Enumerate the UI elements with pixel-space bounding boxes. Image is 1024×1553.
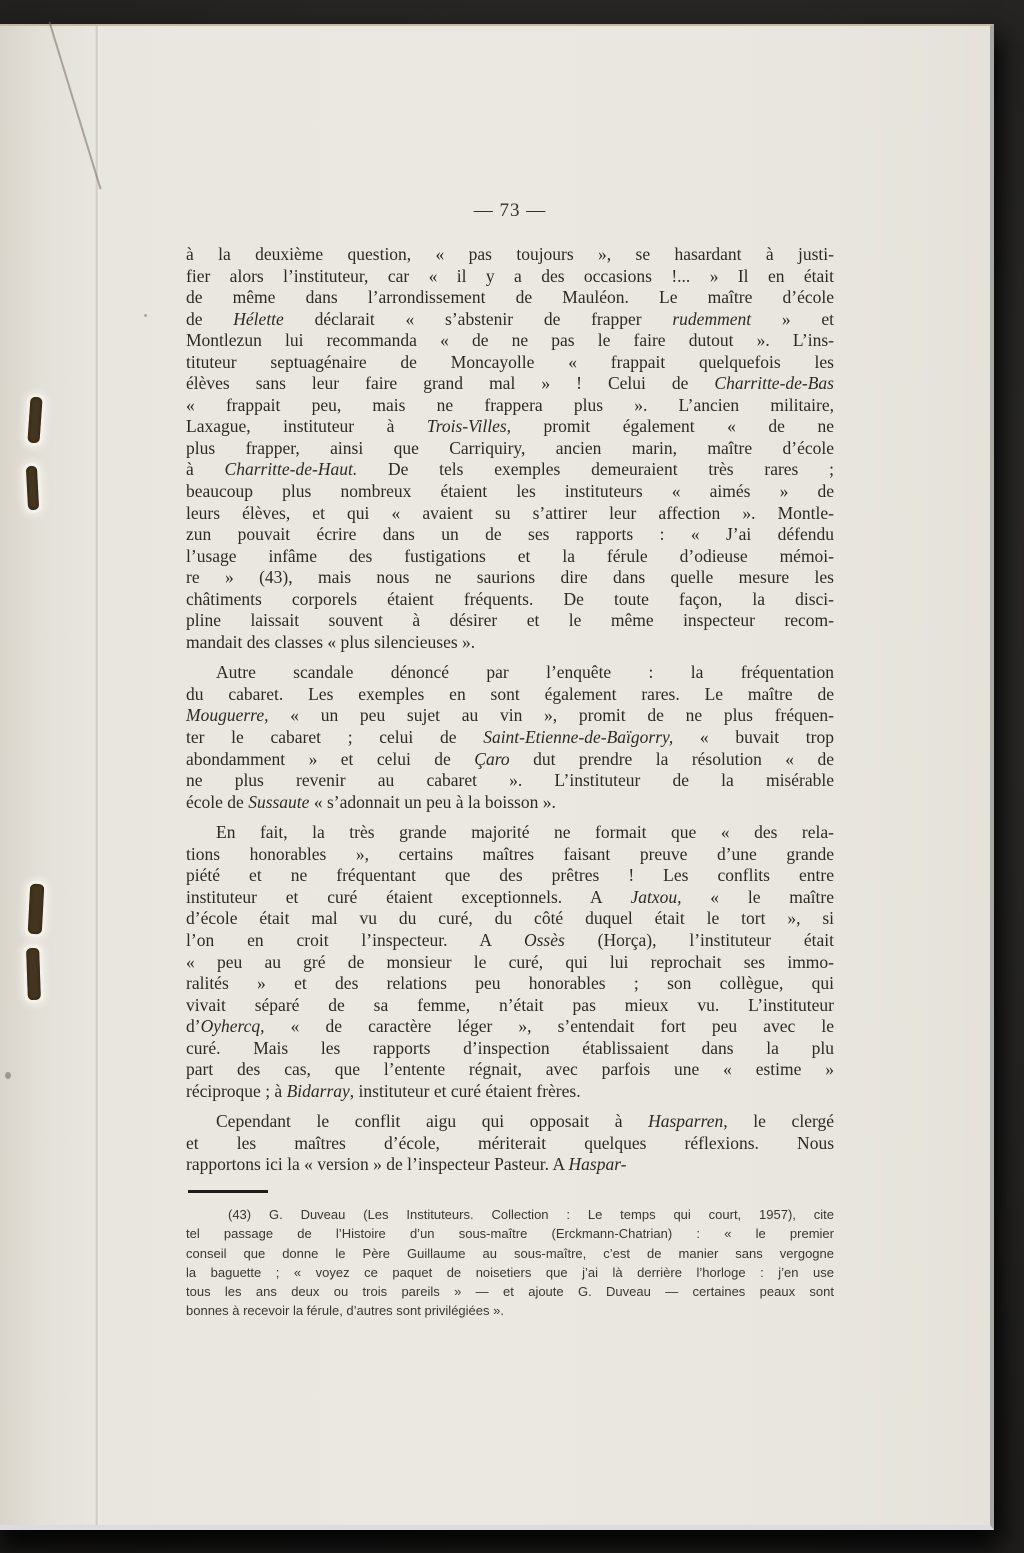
text-run: de [186,308,234,329]
text-run: (Horça), l’instituteur était [564,929,834,950]
italic-text-run: Saint-Etienne-de-Baïgorry, [483,727,674,748]
text-line [186,1081,834,1103]
italic-text-run: Hasparren, [648,1111,728,1132]
text-line [186,567,834,589]
text-line [186,1016,834,1038]
text-line [186,684,834,706]
text-line [186,438,834,460]
staple-mark [26,466,39,511]
text-line [186,1038,834,1060]
scratch-mark [48,22,101,190]
text-run: « frappait peu, mais ne frappera plus ». L’ancien militaire, [186,394,834,415]
text-run: » et [751,308,834,329]
text-run: mandait des classes « plus silencieuses ». [186,631,476,652]
footnote-divider [188,1190,268,1193]
footnote-text [186,1205,834,1321]
text-line [186,287,834,309]
text-run: tituteur septuagénaire de Moncayolle « frappait quelquefois les [186,351,834,372]
paper-speck [5,1072,11,1079]
italic-text-run: Hélette [233,308,284,329]
text-run: bonnes à recevoir la férule, d’autres sont privilégiées ». [186,1303,504,1319]
text-line [186,1244,834,1263]
text-line [186,589,834,611]
text-run: « de caractère léger », s’entendait fort peu avec le [264,1016,834,1037]
text-run: instituteur et curé étaient exceptionnels. A [186,886,631,907]
text-run: (43) G. Duveau (Les Instituteurs. Collection : Le temps qui court, 1957), cite [228,1206,834,1222]
text-line [186,844,834,866]
text-run: élèves sans leur faire grand mal » ! Celui de [186,373,715,394]
printed-content [186,200,834,1321]
paper-speck [144,314,147,317]
text-run: Autre scandale dénoncé par l’enquête : la fréquentation [216,662,834,683]
italic-text-run: Haspar- [568,1154,627,1175]
text-line [186,244,834,266]
text-line [186,352,834,374]
paragraph [186,1205,834,1321]
text-line [186,662,834,684]
text-run: et les maîtres d’école, mériterait quelques réflexions. Nous [186,1132,834,1153]
text-run: abondamment » et celui de [186,748,475,769]
text-line [186,792,834,814]
text-run: ter le cabaret ; celui de [186,727,484,748]
text-run: vivait séparé de sa femme, n’était pas mieux vu. L’instituteur [186,994,834,1015]
text-line [186,822,834,844]
italic-text-run: Charritte-de-Haut. [224,459,358,480]
paragraph [186,662,834,813]
paragraph [186,1111,834,1176]
text-run: ne plus revenir au cabaret ». L’instituteur de la misérable [186,770,834,791]
text-line [186,610,834,632]
text-line [186,865,834,887]
text-run: « s’adonnait un peu à la boisson ». [309,791,556,812]
text-line [186,416,834,438]
text-line [186,330,834,352]
text-run: promit également « de ne [511,416,834,437]
text-run: ralités » et des relations peu honorables ; son collègue, qui [186,973,834,994]
text-run: réciproque ; à [186,1080,287,1101]
book-page [0,24,994,1530]
italic-text-run: Çaro [474,748,510,769]
text-run: du cabaret. Les exemples en sont également rares. Le maître de [186,683,834,704]
paragraph [186,244,834,653]
text-line [186,995,834,1017]
text-run: re » (43), mais nous ne saurions dire dans quelle mesure les [186,567,834,588]
text-run: à la deuxième question, « pas toujours », se hasardant à justi- [186,244,834,264]
text-line [186,770,834,792]
text-run: plus frapper, ainsi que Carriquiry, ancien marin, maître d’école [186,437,834,458]
italic-text-run: Bidarray [286,1080,350,1101]
text-line [186,952,834,974]
text-line [186,705,834,727]
text-line [186,546,834,568]
text-run: zun pouvait écrire dans un de ses rapports : « J’ai défendu [186,524,834,545]
text-line [186,503,834,525]
text-run: d’école était mal vu du curé, du côté duquel était le tort », si [186,908,834,929]
staple-mark [27,397,42,444]
text-line [186,1111,834,1133]
text-line [186,1263,834,1282]
text-run: déclarait « s’abstenir de frapper [283,308,673,329]
italic-text-run: Ossès [523,929,565,950]
text-line [186,1205,834,1224]
text-run: Montlezun lui recommanda « de ne pas le faire dutout ». L’ins- [186,330,834,351]
text-line [186,887,834,909]
text-line [186,481,834,503]
text-run: piété et ne fréquentant que des prêtres ! Les conflits entre [186,865,834,886]
text-line [186,309,834,331]
text-line [186,727,834,749]
italic-text-run: Mouguerre, [186,705,269,726]
italic-text-run: Trois-Villes, [426,416,512,437]
text-line [186,395,834,417]
text-run: beaucoup plus nombreux étaient les instituteurs « aimés » de [186,481,834,502]
text-line [186,1224,834,1243]
staple-mark [26,948,41,1000]
text-line [186,1282,834,1301]
text-line [186,524,834,546]
text-line [186,459,834,481]
text-line [186,1301,834,1320]
italic-text-run: Sussaute [248,791,310,812]
italic-text-run: Charritte-de-Bas [714,373,834,394]
text-run: « buvait trop [673,727,834,748]
text-line [186,1154,834,1176]
text-line [186,908,834,930]
text-run: part des cas, que l’entente régnait, avec parfois une « estime » [186,1059,834,1080]
text-run: leurs élèves, et qui « avaient su s’attirer leur affection ». Montle- [186,502,834,523]
text-line [186,373,834,395]
text-line [186,1133,834,1155]
text-run: tel passage de l’Histoire d’un sous-maître (Erckmann-Chatrian) : « le premier [186,1226,834,1242]
text-run: l’usage infâme des fustigations et la férule d’odieuse mémoi- [186,545,834,566]
text-run: « le maître [681,886,834,907]
italic-text-run: rudemment [672,308,752,329]
text-run: pline laissait souvent à désirer et le même inspecteur recom- [186,610,834,631]
text-run: curé. Mais les rapports d’inspection établissaient dans la plu [186,1037,834,1058]
crease-line [95,26,100,1525]
text-run: « peu au gré de monsieur le curé, qui lui reprochait ses immo- [186,951,834,972]
text-line [186,1059,834,1081]
text-run: rapportons ici la « version » de l’inspecteur Pasteur. A [186,1154,569,1175]
italic-text-run: Jatxou, [630,886,682,907]
text-run: « un peu sujet au vin », promit de ne plus fréquen- [268,705,834,726]
text-line [186,632,834,654]
text-run: la baguette ; « voyez ce paquet de noisetiers que j’ai là derrière l’horloge : j’en use [186,1264,834,1280]
text-run: , instituteur et curé étaient frères. [349,1080,581,1101]
text-run: tous les ans deux ou trois pareils » — et ajoute G. Duveau — certaines peaux sont [186,1284,834,1300]
text-run: châtiments corporels étaient fréquents. De toute façon, la disci- [186,588,834,609]
text-run: tions honorables », certains maîtres faisant preuve d’une grande [186,843,834,864]
italic-text-run: Oyhercq, [200,1016,265,1037]
text-line [186,749,834,771]
text-run: Laxague, instituteur à [186,416,427,437]
text-line [186,266,834,288]
text-run: Cependant le conflit aigu qui opposait à [216,1111,649,1132]
page-number: — 73 — [473,200,547,221]
text-run: de même dans l’arrondissement de Mauléon. Le maître d’école [186,287,834,308]
paragraph [186,822,834,1102]
text-run: à [186,459,225,480]
text-run: d’ [186,1016,201,1037]
text-run: école de [186,791,249,812]
text-run: le clergé [727,1111,834,1132]
staple-mark [28,884,45,935]
text-run: De tels exemples demeuraient très rares ; [357,459,834,480]
text-run: En fait, la très grande majorité ne formait que « des rela- [216,822,834,843]
text-line [186,973,834,995]
text-run: dut prendre la résolution « de [509,748,834,769]
text-run: l’on en croit l’inspecteur. A [186,929,524,950]
body-text [186,244,834,1176]
text-run: conseil que donne le Père Guillaume au sous-maître, c’est de manier sans vergogne [186,1245,834,1261]
text-line [186,930,834,952]
text-run: fier alors l’instituteur, car « il y a des occasions !... » Il en était [186,265,834,286]
